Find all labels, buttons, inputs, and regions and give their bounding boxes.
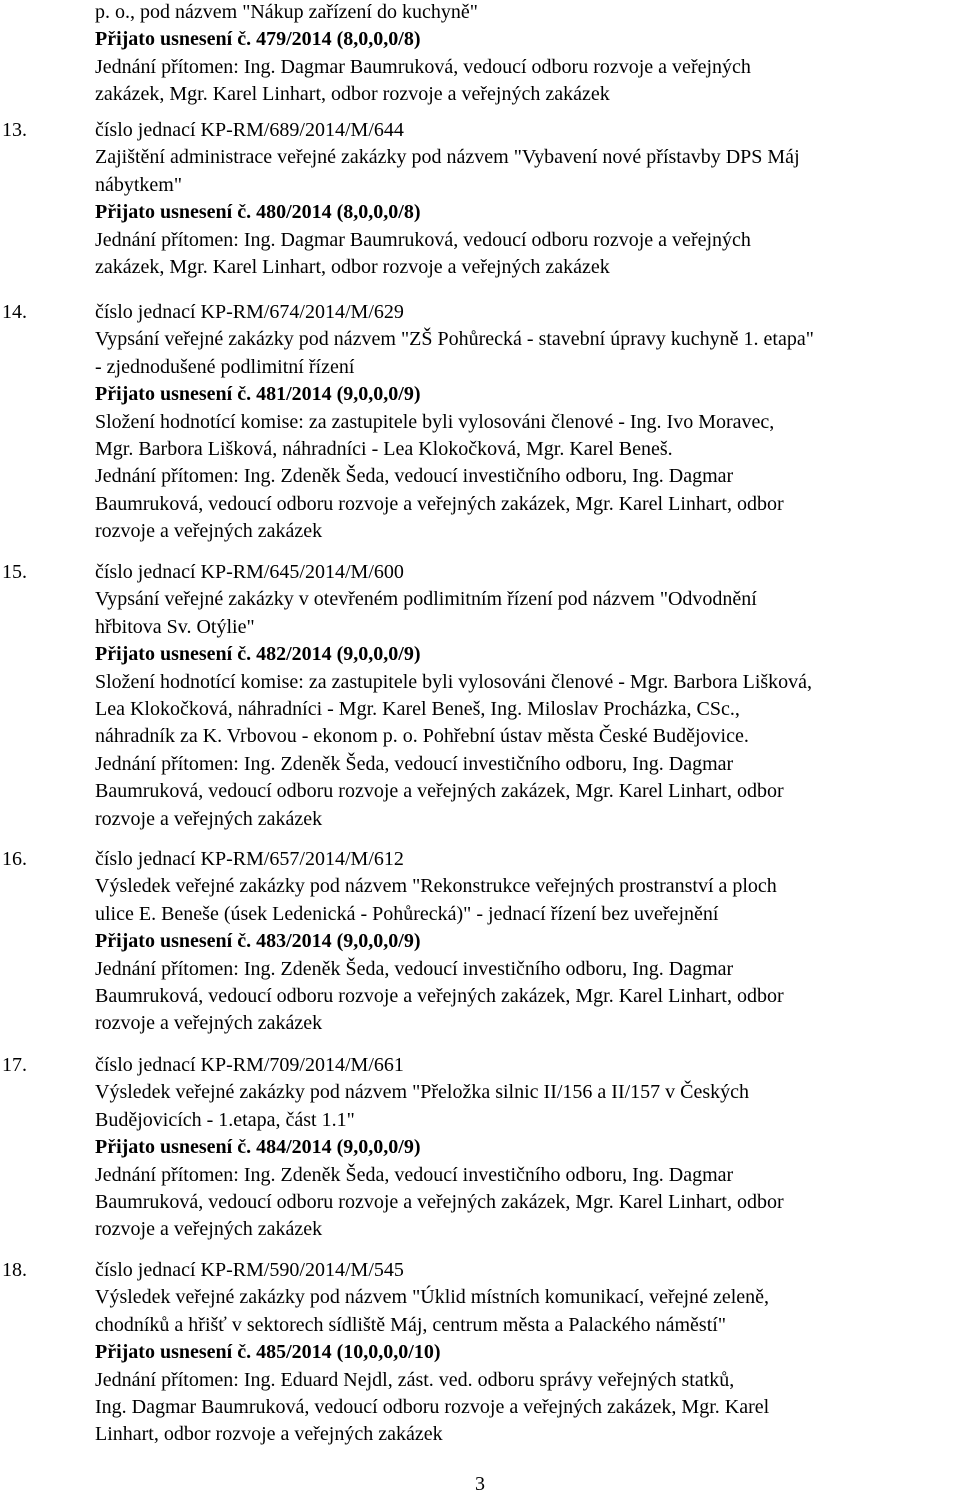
agenda-item-16 [0, 846, 945, 1038]
item-number: 13. [2, 119, 27, 141]
item-number: 16. [2, 848, 27, 870]
text-line: Baumruková, vedoucí odboru rozvoje a veřejných zakázek, Mgr. Karel Linhart, odbor [95, 1191, 784, 1214]
text-line: Vypsání veřejné zakázky pod názvem "ZŠ Pohůrecká - stavební úpravy kuchyně 1. etapa" [95, 328, 814, 351]
text-line: Složení hodnotící komise: za zastupitele byli vylosováni členové - Ing. Ivo Moravec, [95, 410, 775, 433]
text-line: hřbitova Sv. Otýlie" [95, 615, 255, 638]
text-line: p. o., pod názvem "Nákup zařízení do kuchyně" [95, 1, 478, 23]
text-line: Jednání přítomen: Ing. Zdeněk Šeda, vedoucí investičního odboru, Ing. Dagmar [95, 752, 734, 775]
text-line: Jednání přítomen: Ing. Zdeněk Šeda, vedoucí investičního odboru, Ing. Dagmar [95, 1163, 734, 1186]
text-line: Složení hodnotící komise: za zastupitele byli vylosováni členové - Mgr. Barbora Lišková, [95, 670, 813, 693]
text-line: Ing. Dagmar Baumruková, vedoucí odboru rozvoje a veřejných zakázek, Mgr. Karel [95, 1396, 770, 1419]
text-line: Baumruková, vedoucí odboru rozvoje a veřejných zakázek, Mgr. Karel Linhart, odbor [95, 985, 784, 1008]
agenda-item-13 [0, 117, 945, 281]
text-line: Jednání přítomen: Ing. Zdeněk Šeda, vedoucí investičního odboru, Ing. Dagmar [95, 465, 734, 488]
resolution-line: Přijato usnesení č. 479/2014 (8,0,0,0/8) [95, 28, 421, 51]
continued-item [95, 0, 945, 109]
text-line: Baumruková, vedoucí odboru rozvoje a veřejných zakázek, Mgr. Karel Linhart, odbor [95, 780, 784, 803]
agenda-item-15 [0, 559, 945, 833]
page-number: 3 [475, 1473, 485, 1495]
agenda-item-17 [0, 1052, 945, 1244]
text-line: - zjednodušené podlimitní řízení [95, 355, 355, 378]
case-number: číslo jednací KP-RM/645/2014/M/600 [95, 561, 404, 583]
text-line: Výsledek veřejné zakázky pod názvem "Přeložka silnic II/156 a II/157 v Českých [95, 1081, 750, 1104]
case-number: číslo jednací KP-RM/709/2014/M/661 [95, 1054, 404, 1076]
text-line: Jednání přítomen: Ing. Eduard Nejdl, zást. ved. odboru správy veřejných statků, [95, 1368, 735, 1391]
case-number: číslo jednací KP-RM/590/2014/M/545 [95, 1259, 404, 1281]
agenda-item-18 [0, 1257, 945, 1449]
resolution-line: Přijato usnesení č. 481/2014 (9,0,0,0/9) [95, 383, 421, 406]
resolution-line: Přijato usnesení č. 483/2014 (9,0,0,0/9) [95, 930, 421, 953]
text-line: Jednání přítomen: Ing. Zdeněk Šeda, vedoucí investičního odboru, Ing. Dagmar [95, 957, 734, 980]
text-line: Mgr. Barbora Lišková, náhradníci - Lea Klokočková, Mgr. Karel Beneš. [95, 438, 673, 461]
text-line: Lea Klokočková, náhradníci - Mgr. Karel Beneš, Ing. Miloslav Procházka, CSc., [95, 698, 740, 721]
text-line: Výsledek veřejné zakázky pod názvem "Úklid místních komunikací, veřejné zeleně, [95, 1286, 770, 1309]
text-line: Jednání přítomen: Ing. Dagmar Baumruková, vedoucí odboru rozvoje a veřejných [95, 55, 751, 78]
text-line: Baumruková, vedoucí odboru rozvoje a veřejných zakázek, Mgr. Karel Linhart, odbor [95, 492, 784, 515]
text-line: rozvoje a veřejných zakázek [95, 520, 323, 543]
text-line: chodníků a hřišť v sektorech sídliště Máj, centrum města a Palackého náměstí" [95, 1313, 726, 1336]
text-line: Budějovicích - 1.etapa, část 1.1" [95, 1108, 355, 1131]
text-line: nábytkem" [95, 173, 183, 196]
item-number: 18. [2, 1259, 27, 1281]
text-line: Jednání přítomen: Ing. Dagmar Baumruková, vedoucí odboru rozvoje a veřejných [95, 228, 751, 251]
text-line: Zajištění administrace veřejné zakázky pod názvem "Vybavení nové přístavby DPS Máj [95, 146, 800, 169]
case-number: číslo jednací KP-RM/657/2014/M/612 [95, 848, 404, 870]
item-number: 14. [2, 301, 27, 323]
text-line: Linhart, odbor rozvoje a veřejných zakázek [95, 1423, 443, 1446]
resolution-line: Přijato usnesení č. 482/2014 (9,0,0,0/9) [95, 643, 421, 666]
case-number: číslo jednací KP-RM/689/2014/M/644 [95, 119, 404, 141]
case-number: číslo jednací KP-RM/674/2014/M/629 [95, 301, 404, 323]
text-line: ulice E. Beneše (úsek Ledenická - Pohůrecká)" - jednací řízení bez uveřejnění [95, 902, 719, 925]
resolution-line: Přijato usnesení č. 485/2014 (10,0,0,0/10) [95, 1341, 441, 1364]
text-line: zakázek, Mgr. Karel Linhart, odbor rozvoje a veřejných zakázek [95, 83, 610, 106]
text-line: rozvoje a veřejných zakázek [95, 1218, 323, 1241]
text-line: zakázek, Mgr. Karel Linhart, odbor rozvoje a veřejných zakázek [95, 256, 610, 279]
resolution-line: Přijato usnesení č. 480/2014 (8,0,0,0/8) [95, 201, 421, 224]
agenda-item-14 [0, 299, 945, 546]
text-line: rozvoje a veřejných zakázek [95, 1012, 323, 1035]
text-line: rozvoje a veřejných zakázek [95, 807, 323, 830]
item-number: 17. [2, 1054, 27, 1076]
text-line: náhradník za K. Vrbovou - ekonom p. o. Pohřební ústav města České Budějovice. [95, 725, 749, 748]
resolution-line: Přijato usnesení č. 484/2014 (9,0,0,0/9) [95, 1136, 421, 1159]
text-line: Výsledek veřejné zakázky pod názvem "Rekonstrukce veřejných prostranství a ploch [95, 875, 777, 898]
text-line: Vypsání veřejné zakázky v otevřeném podlimitním řízení pod názvem "Odvodnění [95, 588, 757, 611]
item-number: 15. [2, 561, 27, 583]
